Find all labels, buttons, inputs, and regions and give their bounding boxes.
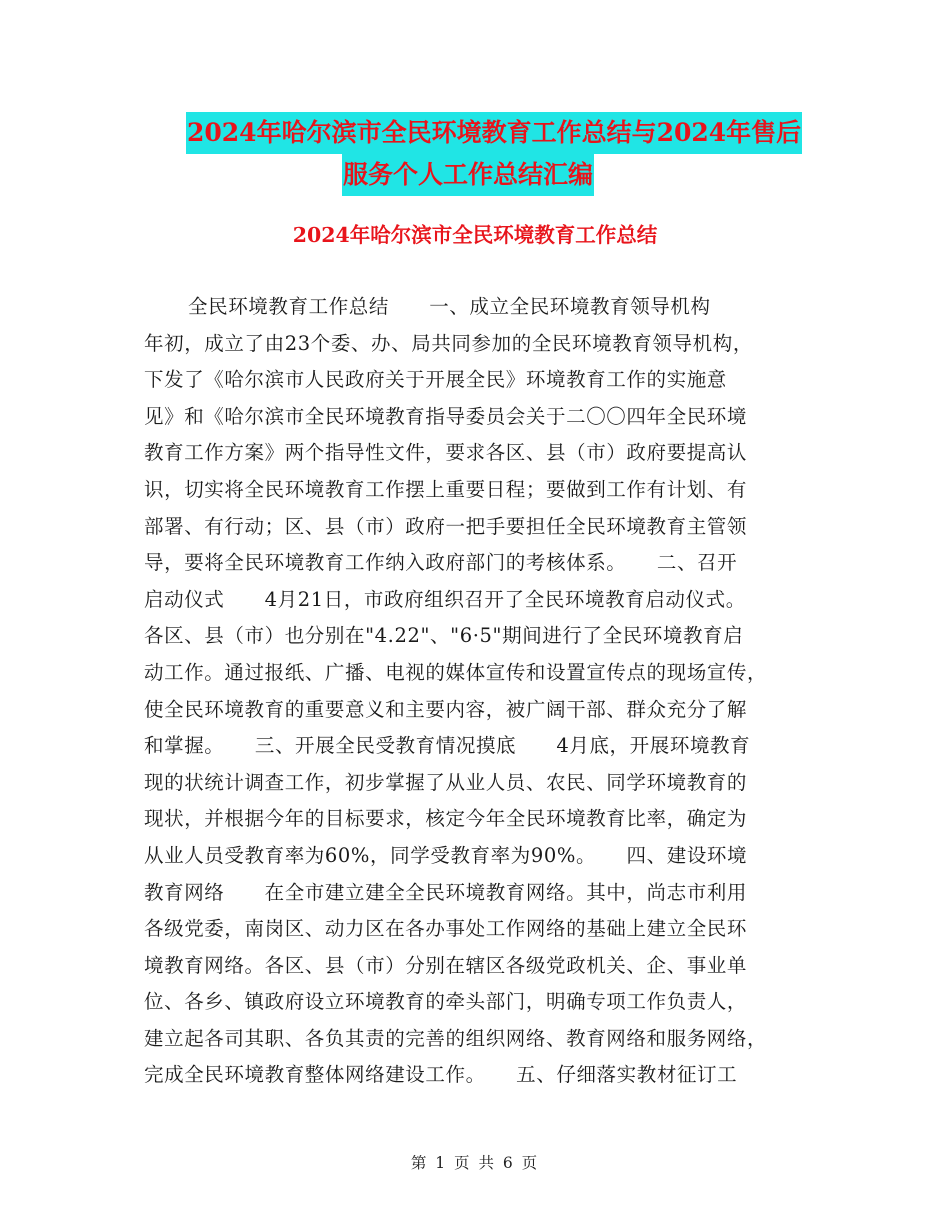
body-text bbox=[144, 289, 812, 1094]
body-line: 动工作。通过报纸、广播、电视的媒体宣传和设置宣传点的现场宣传， bbox=[144, 660, 768, 684]
body-line: 现的状统计调查工作，初步掌握了从业人员、农民、同学环境教育的 bbox=[144, 770, 748, 794]
body-line: 全民环境教育工作总结 一、成立全民环境教育领导机构 bbox=[188, 295, 711, 318]
body-line: 教育工作方案》两个指导性文件，要求各区、县（市）政府要提高认 bbox=[144, 441, 748, 465]
body-line: 和掌握。 三、开展全民受教育情况摸底 4月底，开展环境教育 bbox=[144, 734, 751, 758]
body-line: 导，要将全民环境教育工作纳入政府部门的考核体系。 二、召开 bbox=[144, 551, 738, 575]
body-line: 从业人员受教育率为60%，同学受教育率为90%。 四、建设环境 bbox=[144, 843, 748, 867]
document-title-line-2: 服务个人工作总结汇编 bbox=[342, 154, 594, 196]
body-line: 见》和《哈尔滨市全民环境教育指导委员会关于二〇〇四年全民环境 bbox=[144, 404, 748, 428]
body-line: 下发了《哈尔滨市人民政府关于开展全民》环境教育工作的实施意 bbox=[144, 368, 727, 392]
body-line: 建立起各司其职、各负其责的完善的组织网络、教育网络和服务网络， bbox=[144, 1026, 768, 1050]
body-line: 位、各乡、镇政府设立环境教育的牵头部门，明确专项工作负责人， bbox=[144, 990, 748, 1014]
page-footer: 第 1 页 共 6 页 bbox=[410, 1154, 540, 1172]
body-line: 使全民环境教育的重要意义和主要内容，被广阔干部、群众充分了解 bbox=[144, 697, 748, 721]
body-line: 现状，并根据今年的目标要求，核定今年全民环境教育比率，确定为 bbox=[144, 807, 748, 831]
body-line: 部署、有行动；区、县（市）政府一把手要担任全民环境教育主管领 bbox=[144, 514, 748, 538]
body-line: 识，切实将全民环境教育工作摆上重要日程；要做到工作有计划、有 bbox=[144, 477, 748, 501]
section-title: 2024年哈尔滨市全民环境教育工作总结 bbox=[292, 223, 658, 247]
body-line: 各区、县（市）也分别在"4.22"、"6·5"期间进行了全民环境教育启 bbox=[144, 624, 744, 648]
body-line: 启动仪式 4月21日，市政府组织召开了全民环境教育启动仪式。 bbox=[144, 587, 746, 611]
body-line: 境教育网络。各区、县（市）分别在辖区各级党政机关、企、事业单 bbox=[144, 953, 748, 977]
body-line: 各级党委，南岗区、动力区在各办事处工作网络的基础上建立全民环 bbox=[144, 917, 748, 941]
body-line: 年初，成立了由23个委、办、局共同参加的全民环境教育领导机构， bbox=[144, 331, 753, 355]
document-title-line-1: 2024年哈尔滨市全民环境教育工作总结与2024年售后 bbox=[186, 112, 802, 154]
body-line: 教育网络 在全市建立建全全民环境教育网络。其中，尚志市利用 bbox=[144, 880, 748, 904]
body-line: 完成全民环境教育整体网络建设工作。 五、仔细落实教材征订工 bbox=[144, 1063, 738, 1087]
